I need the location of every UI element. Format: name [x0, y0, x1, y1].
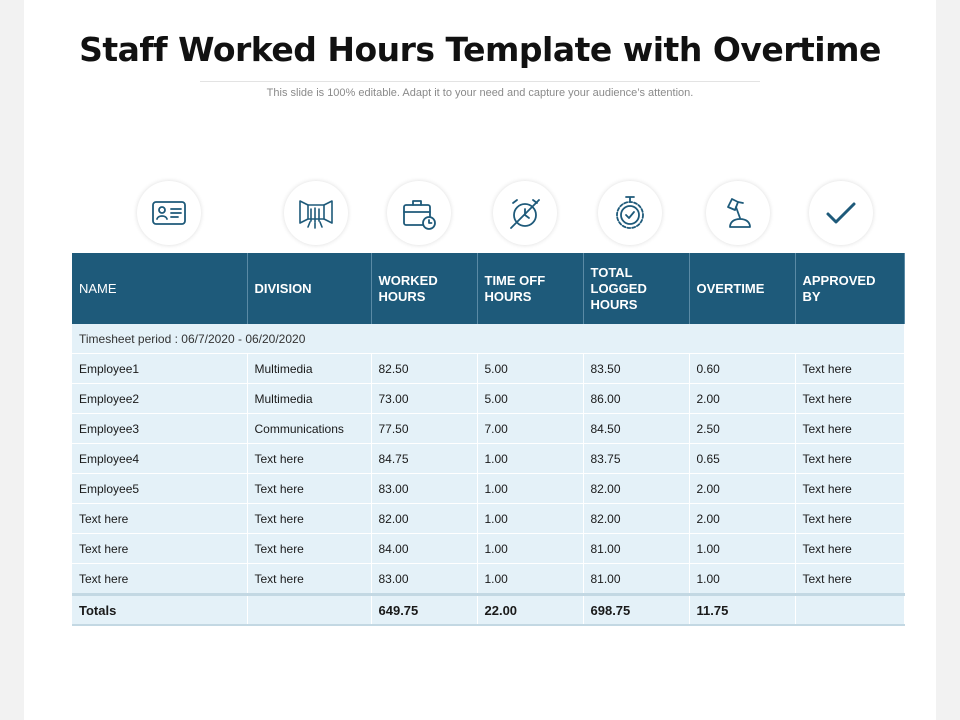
cell-time-off-hours: 1.00	[477, 444, 583, 474]
cell-approved-by: Text here	[795, 504, 904, 534]
hands-cheering-icon	[284, 181, 348, 245]
cell-time-off-hours: 1.00	[477, 474, 583, 504]
cell-total-logged-hours: 86.00	[583, 384, 689, 414]
slide-title: Staff Worked Hours Template with Overtime	[79, 30, 881, 69]
cell-overtime: 1.00	[689, 564, 795, 595]
totals-worked-hours: 649.75	[371, 595, 477, 626]
cell-worked-hours: 83.00	[371, 564, 477, 595]
stopwatch-check-icon	[598, 181, 662, 245]
cell-overtime: 2.00	[689, 474, 795, 504]
header-division: DIVISION	[247, 253, 371, 324]
cell-division: Multimedia	[247, 354, 371, 384]
totals-time-off-hours: 22.00	[477, 595, 583, 626]
cell-time-off-hours: 7.00	[477, 414, 583, 444]
cell-worked-hours: 73.00	[371, 384, 477, 414]
slide-subtitle: This slide is 100% editable. Adapt it to your need and capture your audience’s attention.	[266, 87, 694, 99]
cell-total-logged-hours: 81.00	[583, 564, 689, 595]
cell-division: Communications	[247, 414, 371, 444]
cell-total-logged-hours: 83.50	[583, 354, 689, 384]
cell-name: Text here	[72, 564, 247, 595]
table-row	[72, 354, 904, 384]
header-time-off-hours: TIME OFF HOURS	[477, 253, 583, 324]
checkmark-icon	[809, 181, 873, 245]
totals-row	[72, 595, 904, 626]
totals-division	[247, 595, 371, 626]
table-row	[72, 504, 904, 534]
cell-name: Employee2	[72, 384, 247, 414]
title-divider	[200, 81, 760, 82]
cell-division: Text here	[247, 564, 371, 595]
cell-time-off-hours: 1.00	[477, 564, 583, 595]
cell-name: Employee5	[72, 474, 247, 504]
cell-overtime: 2.00	[689, 504, 795, 534]
cell-worked-hours: 82.00	[371, 504, 477, 534]
header-row	[72, 253, 904, 324]
cell-approved-by: Text here	[795, 444, 904, 474]
table-row	[72, 444, 904, 474]
cell-total-logged-hours: 82.00	[583, 474, 689, 504]
desk-lamp-icon	[706, 181, 770, 245]
cell-approved-by: Text here	[795, 474, 904, 504]
header-overtime: OVERTIME	[689, 253, 795, 324]
cell-division: Multimedia	[247, 384, 371, 414]
cell-name: Text here	[72, 504, 247, 534]
cell-worked-hours: 77.50	[371, 414, 477, 444]
cell-overtime: 2.00	[689, 384, 795, 414]
totals-label: Totals	[72, 595, 247, 626]
hours-table	[72, 253, 905, 626]
cell-overtime: 1.00	[689, 534, 795, 564]
alarm-clock-off-icon	[493, 181, 557, 245]
cell-overtime: 2.50	[689, 414, 795, 444]
header-approved-by: APPROVED BY	[795, 253, 904, 324]
cell-total-logged-hours: 83.75	[583, 444, 689, 474]
briefcase-clock-icon	[387, 181, 451, 245]
id-card-icon	[137, 181, 201, 245]
cell-approved-by: Text here	[795, 564, 904, 595]
table-row	[72, 414, 904, 444]
cell-time-off-hours: 1.00	[477, 534, 583, 564]
cell-worked-hours: 84.75	[371, 444, 477, 474]
table-row	[72, 534, 904, 564]
cell-name: Text here	[72, 534, 247, 564]
cell-total-logged-hours: 84.50	[583, 414, 689, 444]
cell-name: Employee3	[72, 414, 247, 444]
cell-worked-hours: 82.50	[371, 354, 477, 384]
header-worked-hours: WORKED HOURS	[371, 253, 477, 324]
cell-name: Employee1	[72, 354, 247, 384]
cell-division: Text here	[247, 474, 371, 504]
cell-total-logged-hours: 81.00	[583, 534, 689, 564]
cell-division: Text here	[247, 504, 371, 534]
cell-approved-by: Text here	[795, 534, 904, 564]
timesheet-period: Timesheet period : 06/7/2020 - 06/20/2020	[72, 324, 904, 354]
cell-worked-hours: 84.00	[371, 534, 477, 564]
cell-approved-by: Text here	[795, 384, 904, 414]
cell-worked-hours: 83.00	[371, 474, 477, 504]
cell-overtime: 0.65	[689, 444, 795, 474]
cell-time-off-hours: 5.00	[477, 354, 583, 384]
table-row	[72, 474, 904, 504]
cell-approved-by: Text here	[795, 354, 904, 384]
header-total-logged-hours: TOTAL LOGGED HOURS	[583, 253, 689, 324]
cell-division: Text here	[247, 534, 371, 564]
cell-overtime: 0.60	[689, 354, 795, 384]
totals-total-logged-hours: 698.75	[583, 595, 689, 626]
table-row	[72, 384, 904, 414]
totals-approved-by	[795, 595, 904, 626]
cell-approved-by: Text here	[795, 414, 904, 444]
timesheet-period-row	[72, 324, 904, 354]
cell-division: Text here	[247, 444, 371, 474]
cell-name: Employee4	[72, 444, 247, 474]
cell-time-off-hours: 1.00	[477, 504, 583, 534]
cell-total-logged-hours: 82.00	[583, 504, 689, 534]
cell-time-off-hours: 5.00	[477, 384, 583, 414]
totals-overtime: 11.75	[689, 595, 795, 626]
header-name: NAME	[72, 253, 247, 324]
table-row	[72, 564, 904, 595]
